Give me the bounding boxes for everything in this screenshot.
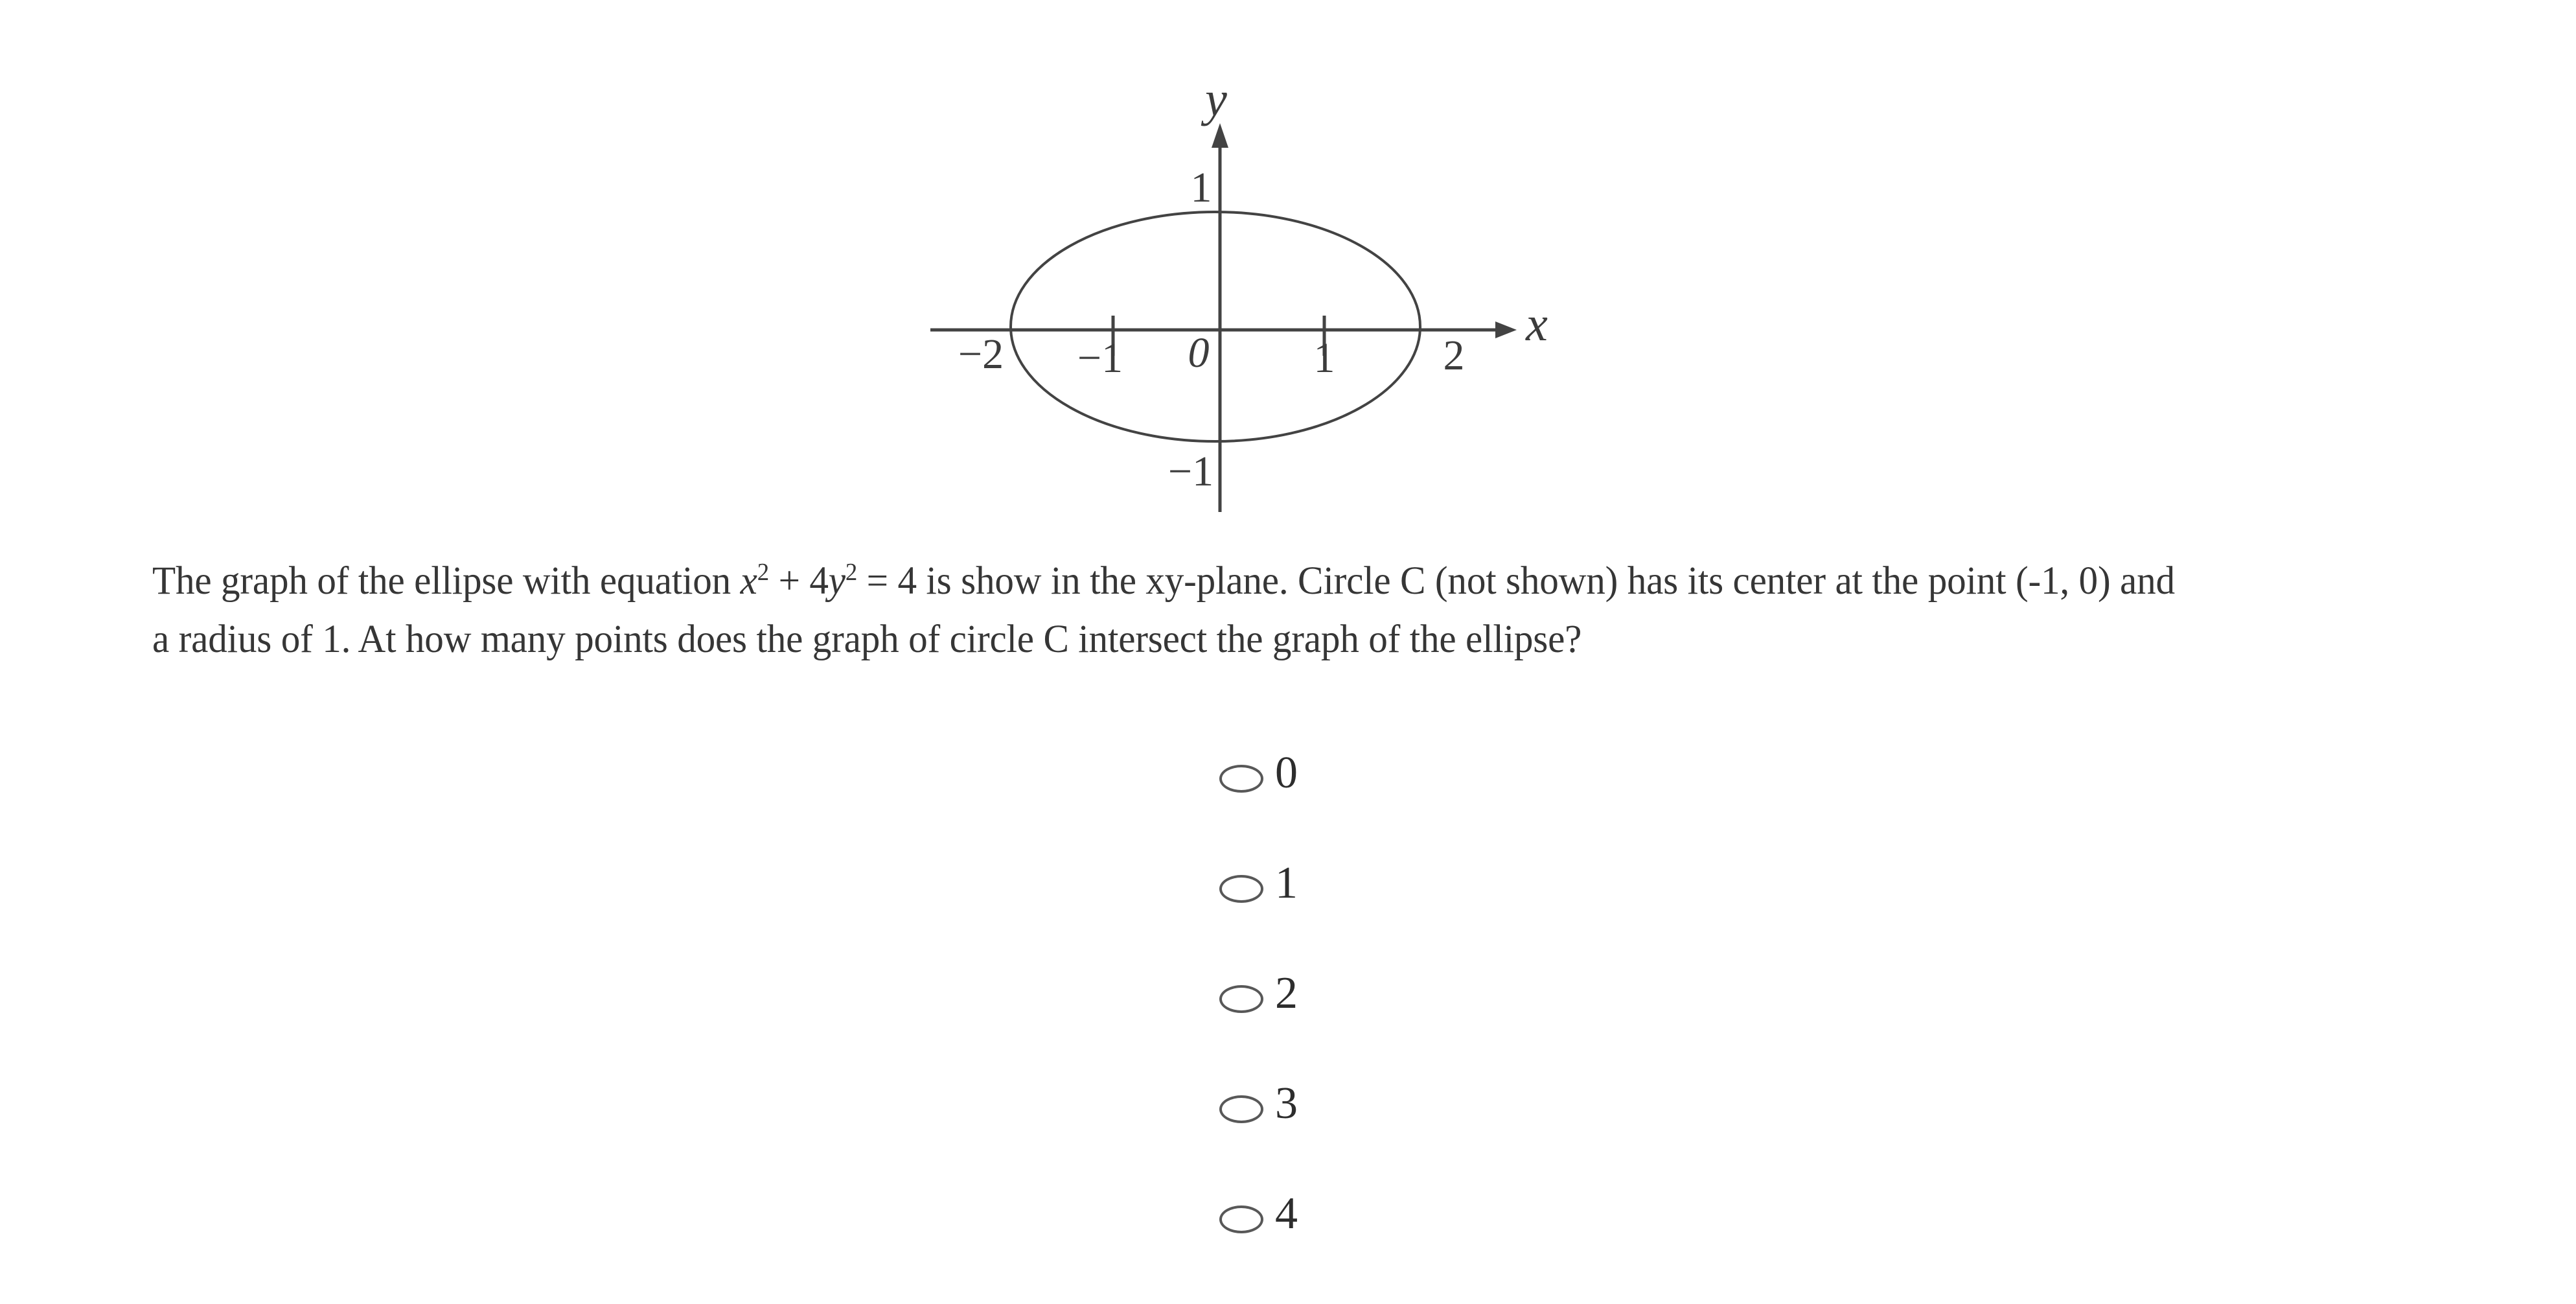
answer-option-1[interactable] <box>1219 858 1298 908</box>
x-axis-arrow-icon <box>1495 321 1517 338</box>
option-label: 0 <box>1275 748 1298 798</box>
question-line-2: a radius of 1. At how many points does the graph of circle C intersect the graph of the ellipse? <box>152 618 1582 661</box>
answer-option-3[interactable] <box>1219 1078 1298 1128</box>
x-tick-label-plus1: 1 <box>1313 334 1335 382</box>
question-segment-math: y <box>828 559 845 603</box>
question-segment-sup: 2 <box>845 559 858 587</box>
y-axis-letter-label: y <box>1205 72 1227 126</box>
ellipse-graph-svg <box>894 65 1581 531</box>
answer-option-4[interactable] <box>1219 1189 1298 1239</box>
question-segment-math: x <box>740 559 757 603</box>
option-label: 3 <box>1275 1078 1298 1128</box>
radio-button-icon[interactable] <box>1219 1095 1263 1123</box>
question-segment-plain: The graph of the ellipse with equation <box>152 559 741 603</box>
y-tick-label-minus1: −1 <box>1167 448 1214 495</box>
x-axis-letter-label: x <box>1526 297 1548 351</box>
y-axis-arrow-icon <box>1212 123 1228 148</box>
radio-button-icon[interactable] <box>1219 985 1263 1013</box>
answer-option-2[interactable] <box>1219 968 1298 1018</box>
question-segment-plain: + 4 <box>768 559 829 603</box>
question-line-1 <box>152 552 2175 611</box>
option-label: 1 <box>1275 858 1298 908</box>
origin-label: 0 <box>1188 329 1210 377</box>
question-text <box>152 552 2237 669</box>
x-tick-label-minus2: −2 <box>958 331 1004 378</box>
ellipse-curve <box>1011 212 1420 441</box>
y-tick-label-plus1: 1 <box>1190 164 1212 211</box>
x-tick-label-minus1: −1 <box>1077 334 1123 382</box>
question-segment-sup: 2 <box>757 559 769 587</box>
ellipse-graph-figure <box>894 65 1581 531</box>
x-tick-label-plus2: 2 <box>1443 332 1465 379</box>
option-label: 2 <box>1275 968 1298 1018</box>
question-segment-plain: = 4 is show in the xy-plane. Circle C (not shown) has its center at the point (-1, 0) and <box>857 559 2175 603</box>
radio-button-icon[interactable] <box>1219 765 1263 793</box>
radio-button-icon[interactable] <box>1219 875 1263 903</box>
option-label: 4 <box>1275 1189 1298 1239</box>
answer-option-0[interactable] <box>1219 748 1298 798</box>
radio-button-icon[interactable] <box>1219 1205 1263 1233</box>
